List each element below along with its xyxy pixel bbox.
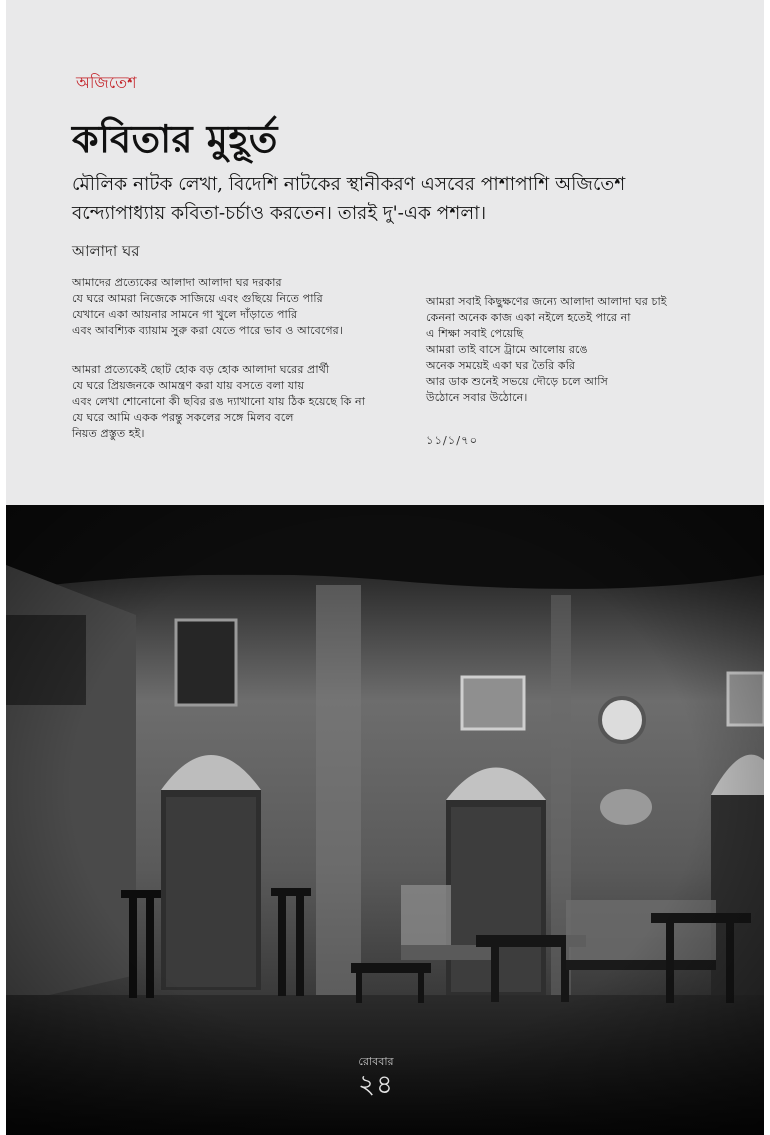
poem-line: কেননা অনেক কাজ একা নইলে হতেই পারে না [426, 311, 631, 324]
poem-line: আমরা প্রত্যেকেই ছোট হোক বড় হোক আলাদা ঘরের প্রার্থী [72, 363, 330, 376]
intro-line: বন্দ্যোপাধ্যায় কবিতা-চর্চাও করতেন। তারই দু'-এক পশলা। [72, 203, 487, 224]
stage-photo-illustration [6, 505, 764, 1135]
poem-line: এবং লেখা শোনোনো কী ছবির রঙ দ্যাখানো যায় ঠিক হয়েছে কি না [72, 395, 365, 408]
poem-line: উঠোনে সবার উঠোনে। [426, 391, 528, 404]
poem-stanza-1 [72, 275, 343, 339]
poem-line: যে ঘরে আমরা নিজেকে সাজিয়ে এবং গুছিয়ে নিতে পারি [72, 292, 323, 305]
poem-line: এবং আবশ্যিক ব্যায়াম সুরু করা যেতে পারে ভাব ও আবেগের। [72, 324, 343, 337]
poem-line: যে ঘরে আমি একক পরন্তু সকলের সঙ্গে মিলব বলে [72, 411, 294, 424]
article-title: কবিতার মুহূর্ত [72, 116, 278, 161]
text-panel [6, 0, 764, 505]
poem-stanza-2 [72, 362, 365, 442]
poem-date: ১১/১/৭০ [426, 433, 479, 447]
poem-line: যে ঘরে প্রিয়জনকে আমন্ত্রণ করা যায় বসতে বলা যায় [72, 379, 305, 392]
poem-line: আমরা তাই বাসে ট্রামে আলোয় রঙে [426, 343, 588, 356]
poem-line: যেখানে একা আয়নার সামনে গা খুলে দাঁড়াতে পারি [72, 308, 298, 321]
author-name: অজিতেশ [76, 73, 137, 92]
stage-set-photo [6, 505, 764, 1135]
intro-paragraph [72, 170, 712, 228]
poem-line: নিয়ত প্রস্তুত হই। [72, 427, 145, 440]
poem-stanza-3 [426, 294, 667, 406]
magazine-page [6, 0, 764, 1135]
poem-line: আমরা সবাই কিছুক্ষণের জন্যে আলাদা আলাদা ঘর চাই [426, 295, 667, 308]
poem-line: আমাদের প্রত্যেকের আলাদা আলাদা ঘর দরকার [72, 276, 282, 289]
page-number: ২৪ [358, 1070, 394, 1100]
intro-line: মৌলিক নাটক লেখা, বিদেশি নাটকের স্থানীকরণ এসবের পাশাপাশি অজিতেশ [72, 174, 626, 195]
poem-line: অনেক সময়েই একা ঘর তৈরি করি [426, 359, 576, 372]
poem-line: এ শিক্ষা সবাই পেয়েছি [426, 327, 524, 340]
poem-title: আলাদা ঘর [72, 242, 140, 260]
poem-line: আর ডাক শুনেই সভয়ে দৌড়ে চলে আসি [426, 375, 608, 388]
magazine-name: রোববার [358, 1055, 394, 1068]
